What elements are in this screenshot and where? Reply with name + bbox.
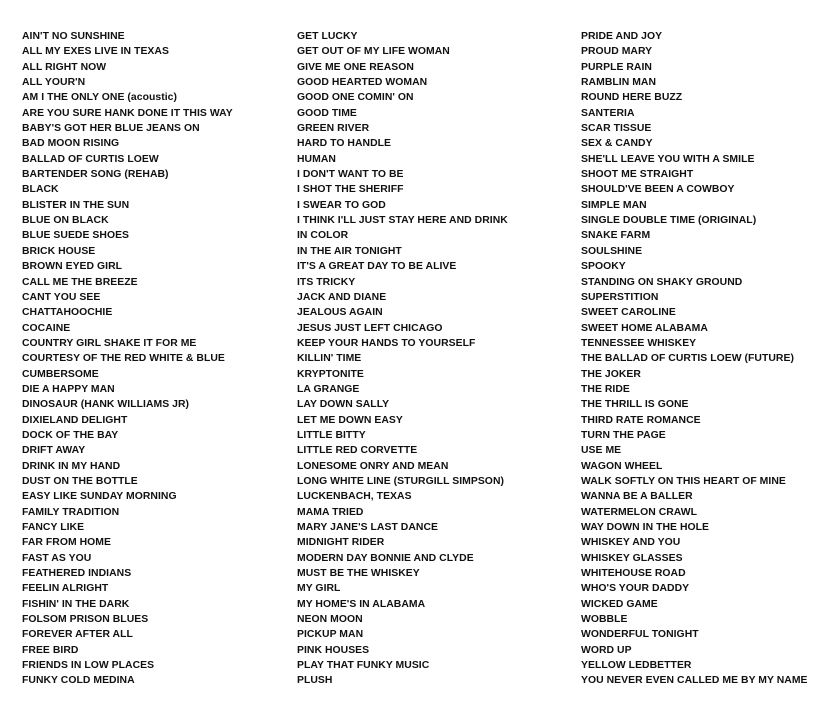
- song-title: TURN THE PAGE: [581, 429, 666, 441]
- song-title: WHISKEY AND YOU: [581, 537, 681, 549]
- song-title: HUMAN: [297, 153, 336, 165]
- song-title: SHE'LL LEAVE YOU WITH A SMILE: [581, 153, 755, 165]
- song-title: FOLSOM PRISON BLUES: [22, 614, 149, 626]
- song-title: FEELIN ALRIGHT: [22, 583, 109, 595]
- song-title: SOULSHINE: [581, 245, 643, 257]
- song-title: LONESOME ONRY AND MEAN: [297, 460, 449, 472]
- song-title: BROWN EYED GIRL: [22, 261, 123, 273]
- song-title: WHITEHOUSE ROAD: [581, 568, 686, 580]
- song-title: SHOOT ME STRAIGHT: [581, 169, 694, 181]
- song-title: BAD MOON RISING: [22, 138, 120, 150]
- song-title: EASY LIKE SUNDAY MORNING: [22, 491, 177, 503]
- song-title: DRIFT AWAY: [22, 445, 86, 457]
- song-title: FEATHERED INDIANS: [22, 568, 132, 580]
- song-title: PLAY THAT FUNKY MUSIC: [297, 660, 430, 672]
- song-title: KRYPTONITE: [297, 368, 364, 380]
- song-title: BLACK: [22, 184, 59, 196]
- song-title: THE RIDE: [581, 383, 630, 395]
- song-column-1: [22, 29, 233, 689]
- song-title: MODERN DAY BONNIE AND CLYDE: [297, 552, 474, 564]
- song-title: COUNTRY GIRL SHAKE IT FOR ME: [22, 337, 197, 349]
- song-title: CANT YOU SEE: [22, 291, 101, 303]
- song-title: CUMBERSOME: [22, 368, 99, 380]
- song-title: DUST ON THE BOTTLE: [22, 475, 138, 487]
- song-title: WAY DOWN IN THE HOLE: [581, 522, 710, 533]
- song-title: COURTESY OF THE RED WHITE & BLUE: [22, 353, 225, 365]
- song-title: YOU NEVER EVEN CALLED ME BY MY NAME: [581, 675, 808, 687]
- song-list: [0, 29, 835, 699]
- song-title: PRIDE AND JOY: [581, 31, 663, 42]
- song-title: GREEN RIVER: [297, 123, 370, 135]
- song-title: SNAKE FARM: [581, 230, 651, 242]
- song-title: WATERMELON CRAWL: [581, 506, 698, 518]
- song-title: GOOD ONE COMIN' ON: [297, 92, 414, 104]
- song-title: I DON'T WANT TO BE: [297, 169, 404, 181]
- song-title: THE THRILL IS GONE: [581, 399, 689, 411]
- song-title: LET ME DOWN EASY: [297, 414, 403, 426]
- song-title: I SHOT THE SHERIFF: [297, 184, 404, 196]
- song-title: GET OUT OF MY LIFE WOMAN: [297, 46, 450, 58]
- song-title: WHISKEY GLASSES: [581, 552, 683, 564]
- song-title: FANCY LIKE: [22, 522, 85, 533]
- song-title: DINOSAUR (HANK WILLIAMS JR): [22, 399, 190, 411]
- song-title: PINK HOUSES: [297, 644, 370, 656]
- song-title: LUCKENBACH, TEXAS: [297, 491, 412, 503]
- song-title: MAMA TRIED: [297, 506, 364, 518]
- song-title: KILLIN' TIME: [297, 353, 362, 365]
- song-title: PICKUP MAN: [297, 629, 364, 641]
- song-title: THE BALLAD OF CURTIS LOEW (FUTURE): [581, 353, 794, 365]
- song-title: MY HOME'S IN ALABAMA: [297, 598, 426, 610]
- song-title: FAMILY TRADITION: [22, 506, 120, 518]
- song-title: DIXIELAND DELIGHT: [22, 414, 128, 426]
- song-title: PURPLE RAIN: [581, 61, 652, 73]
- song-title: THE JOKER: [581, 368, 641, 380]
- song-title: COCAINE: [22, 322, 71, 334]
- song-title: ALL YOUR'N: [22, 77, 86, 89]
- song-title: DIE A HAPPY MAN: [22, 383, 115, 395]
- song-title: IN THE AIR TONIGHT: [297, 245, 402, 257]
- song-title: WANNA BE A BALLER: [581, 491, 693, 503]
- song-title: FISHIN' IN THE DARK: [22, 598, 130, 610]
- song-title: WAGON WHEEL: [581, 460, 663, 472]
- song-title: JESUS JUST LEFT CHICAGO: [297, 322, 443, 334]
- song-title: DOCK OF THE BAY: [22, 429, 119, 441]
- song-title: FOREVER AFTER ALL: [22, 629, 133, 641]
- song-title: SIMPLE MAN: [581, 199, 647, 211]
- song-title: JEALOUS AGAIN: [297, 307, 383, 319]
- song-title: KEEP YOUR HANDS TO YOURSELF: [297, 337, 476, 349]
- song-title: MIDNIGHT RIDER: [297, 537, 385, 549]
- song-title: GOOD HEARTED WOMAN: [297, 77, 428, 89]
- song-title: ARE YOU SURE HANK DONE IT THIS WAY: [22, 107, 233, 119]
- song-title: I SWEAR TO GOD: [297, 199, 386, 211]
- song-title: JACK AND DIANE: [297, 291, 387, 303]
- song-title: SWEET HOME ALABAMA: [581, 322, 708, 334]
- song-title: BLUE ON BLACK: [22, 215, 109, 227]
- song-title: SCAR TISSUE: [581, 123, 652, 135]
- song-title: BALLAD OF CURTIS LOEW: [22, 153, 159, 165]
- song-title: CALL ME THE BREEZE: [22, 276, 138, 288]
- song-title: HARD TO HANDLE: [297, 138, 392, 150]
- song-title: NEON MOON: [297, 614, 363, 626]
- song-title: SHOULD'VE BEEN A COWBOY: [581, 184, 735, 196]
- song-title: LA GRANGE: [297, 383, 360, 395]
- song-title: FREE BIRD: [22, 644, 79, 656]
- song-title: RAMBLIN MAN: [581, 77, 657, 89]
- song-title: USE ME: [581, 445, 622, 457]
- song-title: SANTERIA: [581, 107, 635, 119]
- song-title: LITTLE BITTY: [297, 429, 366, 441]
- song-title: FRIENDS IN LOW PLACES: [22, 660, 155, 672]
- song-column-3: [581, 29, 808, 689]
- song-title: GIVE ME ONE REASON: [297, 61, 414, 73]
- song-title: WONDERFUL TONIGHT: [581, 629, 699, 641]
- song-title: MUST BE THE WHISKEY: [297, 568, 420, 580]
- song-title: TENNESSEE WHISKEY: [581, 337, 697, 349]
- song-column-2: [297, 29, 508, 689]
- song-title: PLUSH: [297, 675, 333, 687]
- song-title: WHO'S YOUR DADDY: [581, 583, 690, 595]
- song-title: BRICK HOUSE: [22, 245, 96, 257]
- song-title: THIRD RATE ROMANCE: [581, 414, 701, 426]
- song-title: LITTLE RED CORVETTE: [297, 445, 418, 457]
- song-title: AIN'T NO SUNSHINE: [22, 31, 125, 42]
- song-title: BLISTER IN THE SUN: [22, 199, 130, 211]
- song-title: ROUND HERE BUZZ: [581, 92, 683, 104]
- song-title: AM I THE ONLY ONE (acoustic): [22, 92, 177, 104]
- song-title: STANDING ON SHAKY GROUND: [581, 276, 743, 288]
- song-title: ITS TRICKY: [297, 276, 356, 288]
- song-title: WICKED GAME: [581, 598, 658, 610]
- song-title: PROUD MARY: [581, 46, 653, 58]
- song-title: BARTENDER SONG (REHAB): [22, 169, 169, 181]
- song-title: BLUE SUEDE SHOES: [22, 230, 130, 242]
- song-title: YELLOW LEDBETTER: [581, 660, 692, 672]
- song-title: SPOOKY: [581, 261, 626, 273]
- song-title: SINGLE DOUBLE TIME (ORIGINAL): [581, 215, 757, 227]
- song-title: SEX & CANDY: [581, 138, 653, 150]
- song-title: IN COLOR: [297, 230, 349, 242]
- song-title: ALL RIGHT NOW: [22, 61, 107, 73]
- song-title: MARY JANE'S LAST DANCE: [297, 522, 438, 533]
- song-title: WALK SOFTLY ON THIS HEART OF MINE: [581, 475, 786, 487]
- song-title: I THINK I'LL JUST STAY HERE AND DRINK: [297, 215, 508, 227]
- song-title: SUPERSTITION: [581, 291, 659, 303]
- song-title: CHATTAHOOCHIE: [22, 307, 113, 319]
- song-title: FAST AS YOU: [22, 552, 92, 564]
- song-title: LONG WHITE LINE (STURGILL SIMPSON): [297, 475, 505, 487]
- song-title: SWEET CAROLINE: [581, 307, 676, 319]
- song-title: IT'S A GREAT DAY TO BE ALIVE: [297, 261, 457, 273]
- song-title: WORD UP: [581, 644, 632, 656]
- song-title: MY GIRL: [297, 583, 341, 595]
- song-title: BABY'S GOT HER BLUE JEANS ON: [22, 123, 200, 135]
- song-title: GET LUCKY: [297, 31, 358, 42]
- song-title: DRINK IN MY HAND: [22, 460, 121, 472]
- song-title: LAY DOWN SALLY: [297, 399, 390, 411]
- song-title: FUNKY COLD MEDINA: [22, 675, 135, 687]
- song-title: FAR FROM HOME: [22, 537, 111, 549]
- song-title: WOBBLE: [581, 614, 628, 626]
- song-title: GOOD TIME: [297, 107, 357, 119]
- song-title: ALL MY EXES LIVE IN TEXAS: [22, 46, 169, 58]
